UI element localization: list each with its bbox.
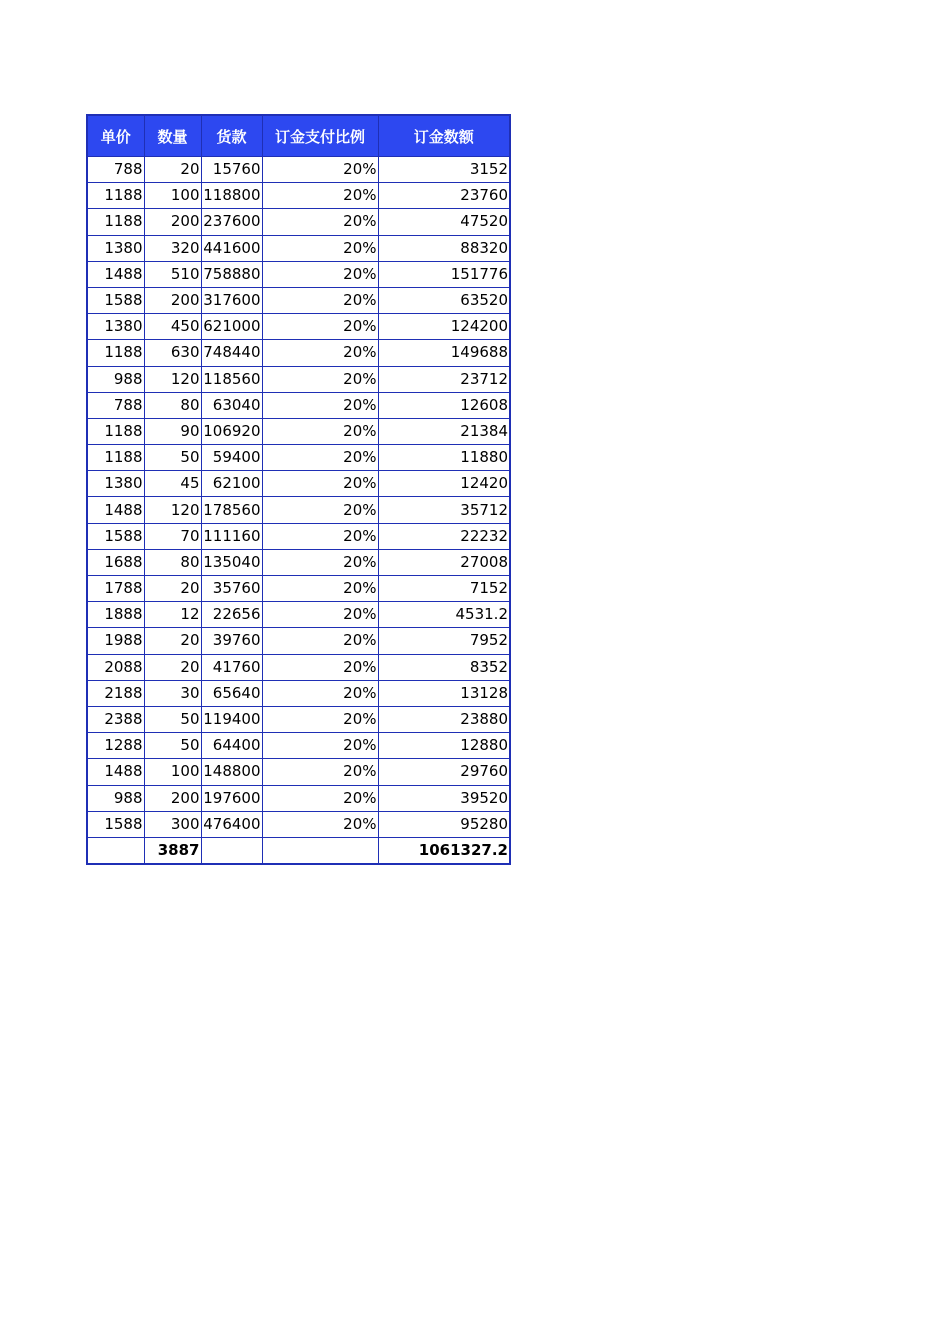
deposit-ratio-cell[interactable]: 20% xyxy=(262,392,378,418)
deposit-amount-cell[interactable]: 95280 xyxy=(378,811,510,837)
deposit-ratio-cell[interactable]: 20% xyxy=(262,785,378,811)
header-unit-price[interactable]: 单价 xyxy=(87,115,144,157)
unit-price-cell[interactable]: 1188 xyxy=(87,209,144,235)
table-row xyxy=(87,654,510,680)
deposit-ratio-cell[interactable]: 20% xyxy=(262,523,378,549)
payment-cell[interactable]: 22656 xyxy=(201,602,262,628)
unit-price-cell[interactable]: 988 xyxy=(87,785,144,811)
deposit-ratio-cell[interactable]: 20% xyxy=(262,418,378,444)
table-row xyxy=(87,261,510,287)
unit-price-cell[interactable]: 1688 xyxy=(87,549,144,575)
table-row xyxy=(87,811,510,837)
header-row xyxy=(87,115,510,157)
payment-cell[interactable]: 758880 xyxy=(201,261,262,287)
payment-cell[interactable]: 317600 xyxy=(201,287,262,313)
order-deposit-table xyxy=(86,114,511,865)
unit-price-cell[interactable]: 2188 xyxy=(87,680,144,706)
quantity-cell[interactable]: 20 xyxy=(144,157,201,183)
deposit-ratio-cell[interactable]: 20% xyxy=(262,471,378,497)
deposit-amount-cell[interactable]: 63520 xyxy=(378,287,510,313)
payment-cell[interactable]: 237600 xyxy=(201,209,262,235)
unit-price-cell[interactable]: 1188 xyxy=(87,445,144,471)
quantity-cell[interactable]: 80 xyxy=(144,392,201,418)
deposit-amount-cell[interactable]: 8352 xyxy=(378,654,510,680)
table-row xyxy=(87,287,510,313)
deposit-amount-cell[interactable]: 12880 xyxy=(378,733,510,759)
table-row xyxy=(87,497,510,523)
deposit-ratio-cell[interactable]: 20% xyxy=(262,314,378,340)
deposit-amount-cell[interactable]: 88320 xyxy=(378,235,510,261)
payment-cell[interactable]: 118800 xyxy=(201,183,262,209)
unit-price-cell[interactable]: 788 xyxy=(87,392,144,418)
table-row xyxy=(87,602,510,628)
deposit-amount-cell[interactable]: 21384 xyxy=(378,418,510,444)
deposit-amount-cell[interactable]: 7952 xyxy=(378,628,510,654)
quantity-cell[interactable]: 50 xyxy=(144,445,201,471)
quantity-cell[interactable]: 320 xyxy=(144,235,201,261)
payment-cell[interactable]: 35760 xyxy=(201,576,262,602)
deposit-amount-cell[interactable]: 27008 xyxy=(378,549,510,575)
table-row xyxy=(87,523,510,549)
deposit-ratio-cell[interactable]: 20% xyxy=(262,576,378,602)
table-row xyxy=(87,445,510,471)
payment-cell[interactable]: 39760 xyxy=(201,628,262,654)
table-row xyxy=(87,549,510,575)
deposit-ratio-cell[interactable]: 20% xyxy=(262,602,378,628)
quantity-cell[interactable]: 200 xyxy=(144,287,201,313)
deposit-ratio-cell[interactable]: 20% xyxy=(262,209,378,235)
table-row xyxy=(87,392,510,418)
payment-cell[interactable]: 59400 xyxy=(201,445,262,471)
payment-cell[interactable]: 41760 xyxy=(201,654,262,680)
quantity-cell[interactable]: 20 xyxy=(144,628,201,654)
deposit-amount-cell[interactable]: 11880 xyxy=(378,445,510,471)
unit-price-cell[interactable]: 1588 xyxy=(87,811,144,837)
payment-cell[interactable]: 441600 xyxy=(201,235,262,261)
deposit-amount-cell[interactable]: 12608 xyxy=(378,392,510,418)
payment-cell[interactable]: 15760 xyxy=(201,157,262,183)
deposit-amount-cell[interactable]: 12420 xyxy=(378,471,510,497)
payment-cell[interactable]: 148800 xyxy=(201,759,262,785)
quantity-cell[interactable]: 200 xyxy=(144,785,201,811)
header-deposit-ratio[interactable]: 订金支付比例 xyxy=(262,115,378,157)
quantity-cell[interactable]: 120 xyxy=(144,366,201,392)
payment-cell[interactable]: 119400 xyxy=(201,706,262,732)
table-row xyxy=(87,209,510,235)
unit-price-cell[interactable]: 1188 xyxy=(87,340,144,366)
table-row xyxy=(87,183,510,209)
quantity-cell[interactable]: 30 xyxy=(144,680,201,706)
unit-price-cell[interactable]: 1288 xyxy=(87,733,144,759)
header-deposit-amount[interactable]: 订金数额 xyxy=(378,115,510,157)
deposit-amount-cell[interactable]: 29760 xyxy=(378,759,510,785)
table-row xyxy=(87,314,510,340)
deposit-amount-cell[interactable]: 124200 xyxy=(378,314,510,340)
total-quantity-cell[interactable]: 3887 xyxy=(144,837,201,864)
table-row xyxy=(87,733,510,759)
table-body xyxy=(87,157,510,838)
quantity-cell[interactable]: 90 xyxy=(144,418,201,444)
unit-price-cell[interactable]: 1488 xyxy=(87,759,144,785)
payment-cell[interactable]: 476400 xyxy=(201,811,262,837)
deposit-ratio-cell[interactable]: 20% xyxy=(262,706,378,732)
deposit-ratio-cell[interactable]: 20% xyxy=(262,680,378,706)
table-row xyxy=(87,418,510,444)
unit-price-cell[interactable]: 1788 xyxy=(87,576,144,602)
payment-cell[interactable]: 197600 xyxy=(201,785,262,811)
quantity-cell[interactable]: 510 xyxy=(144,261,201,287)
table-row xyxy=(87,157,510,183)
table-row xyxy=(87,576,510,602)
deposit-ratio-cell[interactable]: 20% xyxy=(262,759,378,785)
payment-cell[interactable]: 748440 xyxy=(201,340,262,366)
quantity-cell[interactable]: 120 xyxy=(144,497,201,523)
total-deposit-cell[interactable]: 1061327.2 xyxy=(378,837,510,864)
quantity-cell[interactable]: 12 xyxy=(144,602,201,628)
unit-price-cell[interactable]: 1188 xyxy=(87,418,144,444)
table-row xyxy=(87,680,510,706)
deposit-amount-cell[interactable]: 23880 xyxy=(378,706,510,732)
unit-price-cell[interactable]: 1380 xyxy=(87,235,144,261)
deposit-amount-cell[interactable]: 47520 xyxy=(378,209,510,235)
unit-price-cell[interactable]: 788 xyxy=(87,157,144,183)
payment-cell[interactable]: 64400 xyxy=(201,733,262,759)
unit-price-cell[interactable]: 1988 xyxy=(87,628,144,654)
deposit-ratio-cell[interactable]: 20% xyxy=(262,628,378,654)
deposit-ratio-cell[interactable]: 20% xyxy=(262,654,378,680)
deposit-ratio-cell[interactable]: 20% xyxy=(262,340,378,366)
total-ratio-cell[interactable] xyxy=(262,837,378,864)
deposit-ratio-cell[interactable]: 20% xyxy=(262,811,378,837)
payment-cell[interactable]: 65640 xyxy=(201,680,262,706)
deposit-amount-cell[interactable]: 23712 xyxy=(378,366,510,392)
deposit-ratio-cell[interactable]: 20% xyxy=(262,733,378,759)
deposit-ratio-cell[interactable]: 20% xyxy=(262,287,378,313)
deposit-amount-cell[interactable]: 149688 xyxy=(378,340,510,366)
table-row xyxy=(87,706,510,732)
deposit-amount-cell[interactable]: 35712 xyxy=(378,497,510,523)
quantity-cell[interactable]: 450 xyxy=(144,314,201,340)
deposit-ratio-cell[interactable]: 20% xyxy=(262,235,378,261)
payment-cell[interactable]: 62100 xyxy=(201,471,262,497)
deposit-ratio-cell[interactable]: 20% xyxy=(262,497,378,523)
quantity-cell[interactable]: 50 xyxy=(144,706,201,732)
deposit-amount-cell[interactable]: 4531.2 xyxy=(378,602,510,628)
quantity-cell[interactable]: 100 xyxy=(144,183,201,209)
payment-cell[interactable]: 178560 xyxy=(201,497,262,523)
deposit-amount-cell[interactable]: 23760 xyxy=(378,183,510,209)
deposit-amount-cell[interactable]: 7152 xyxy=(378,576,510,602)
table-row xyxy=(87,471,510,497)
quantity-cell[interactable]: 70 xyxy=(144,523,201,549)
deposit-ratio-cell[interactable]: 20% xyxy=(262,549,378,575)
deposit-amount-cell[interactable]: 151776 xyxy=(378,261,510,287)
unit-price-cell[interactable]: 2088 xyxy=(87,654,144,680)
deposit-ratio-cell[interactable]: 20% xyxy=(262,261,378,287)
quantity-cell[interactable]: 20 xyxy=(144,654,201,680)
deposit-ratio-cell[interactable]: 20% xyxy=(262,366,378,392)
quantity-cell[interactable]: 80 xyxy=(144,549,201,575)
deposit-amount-cell[interactable]: 13128 xyxy=(378,680,510,706)
table-row xyxy=(87,628,510,654)
payment-cell[interactable]: 135040 xyxy=(201,549,262,575)
quantity-cell[interactable]: 200 xyxy=(144,209,201,235)
payment-cell[interactable]: 106920 xyxy=(201,418,262,444)
deposit-ratio-cell[interactable]: 20% xyxy=(262,157,378,183)
deposit-amount-cell[interactable]: 22232 xyxy=(378,523,510,549)
quantity-cell[interactable]: 630 xyxy=(144,340,201,366)
quantity-cell[interactable]: 45 xyxy=(144,471,201,497)
unit-price-cell[interactable]: 1380 xyxy=(87,314,144,340)
header-payment[interactable]: 货款 xyxy=(201,115,262,157)
unit-price-cell[interactable]: 1888 xyxy=(87,602,144,628)
deposit-amount-cell[interactable]: 39520 xyxy=(378,785,510,811)
table-row xyxy=(87,235,510,261)
table-row xyxy=(87,366,510,392)
quantity-cell[interactable]: 100 xyxy=(144,759,201,785)
deposit-ratio-cell[interactable]: 20% xyxy=(262,183,378,209)
unit-price-cell[interactable]: 1588 xyxy=(87,523,144,549)
quantity-cell[interactable]: 50 xyxy=(144,733,201,759)
payment-cell[interactable]: 621000 xyxy=(201,314,262,340)
table-row xyxy=(87,340,510,366)
quantity-cell[interactable]: 20 xyxy=(144,576,201,602)
unit-price-cell[interactable]: 1380 xyxy=(87,471,144,497)
table-row xyxy=(87,759,510,785)
unit-price-cell[interactable]: 988 xyxy=(87,366,144,392)
header-quantity[interactable]: 数量 xyxy=(144,115,201,157)
unit-price-cell[interactable]: 1188 xyxy=(87,183,144,209)
deposit-amount-cell[interactable]: 3152 xyxy=(378,157,510,183)
unit-price-cell[interactable]: 1488 xyxy=(87,261,144,287)
quantity-cell[interactable]: 300 xyxy=(144,811,201,837)
deposit-ratio-cell[interactable]: 20% xyxy=(262,445,378,471)
total-row xyxy=(87,837,510,864)
unit-price-cell[interactable]: 2388 xyxy=(87,706,144,732)
total-unit-price-cell[interactable] xyxy=(87,837,144,864)
payment-cell[interactable]: 63040 xyxy=(201,392,262,418)
table-row xyxy=(87,785,510,811)
unit-price-cell[interactable]: 1588 xyxy=(87,287,144,313)
total-payment-cell[interactable] xyxy=(201,837,262,864)
unit-price-cell[interactable]: 1488 xyxy=(87,497,144,523)
payment-cell[interactable]: 111160 xyxy=(201,523,262,549)
payment-cell[interactable]: 118560 xyxy=(201,366,262,392)
